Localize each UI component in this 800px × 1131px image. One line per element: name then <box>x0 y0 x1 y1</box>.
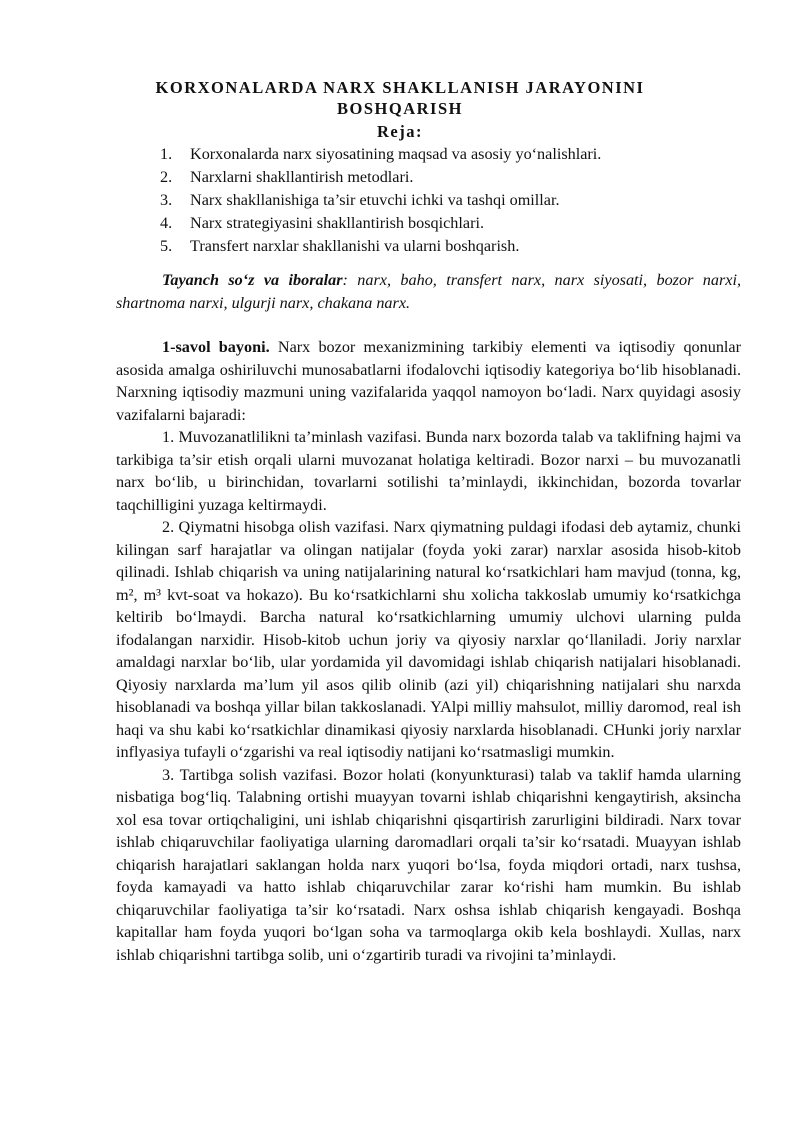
document-title: KORXONALARDA NARX SHAKLLANISH JARAYONINI BOSHQARISH <box>155 78 645 118</box>
body-paragraph: 2. Qiymatni hisobga olish vazifasi. Narx qiymatning puldagi ifodasi deb aytamiz, chunki kilingan sarf harajatlar va olingan natijalar (foyda yoki zarar) narxlar asosida hisob-kitob qilinadi. Ishlab chiqarish va uning natijalarining natural ko‘rsatkichlari ham mavjud (tonna, kg, m², m³ kvt-soat va hokazo). Bu ko‘rsatkichlarni shu xolicha takkoslab umumiy ko‘rsatkichga keltirib bo‘lmaydi. Barcha natural ko‘rsatkichlarning umumiy ulchovi ularning pulda ifodalangan narxidir. Hisob-kitob uchun joriy va qiyosiy narxlar qo‘llaniladi. Joriy narxlar amaldagi narxlar bo‘lib, ular yordamida yil davomidagi ishlab chiqarish natijalari hisoblanadi. Qiyosiy narxlarda ma’lum yil asos qilib olinib (azi yil) chiqarishning natijalari shu narxda hisoblanadi va boshqa yillar bilan takkoslanadi. YAlpi milliy mahsulot, milliy daromod, real ish haqi va shu kabi ko‘rsatkichlar dinamikasi qiyosiy narxlarda hisoblanadi. CHunki joriy narxlar inflyasiya tufayli o‘zgarishi va real iqtisodiy natijani ko‘rsatmasligi mumkin. <box>116 518 741 761</box>
plan-item-text: Narxlarni shakllantirish metodlari. <box>190 168 414 186</box>
plan-list <box>160 143 601 258</box>
keywords-label: Tayanch so‘z va iboralar <box>162 271 343 289</box>
plan-item-number: 4. <box>160 214 173 232</box>
plan-item <box>160 212 601 235</box>
section1-paragraph <box>116 336 741 426</box>
plan-item <box>160 166 601 189</box>
body-paragraph: 1. Muvozanatlilikni ta’minlash vazifasi. Bunda narx bozorda talab va taklifning hajmi va tarkibiga ta’sir etish orqali ularni muvozanat holatiga keltiradi. Bozor narxi – bu muvozanatli narx bo‘lib, u birinchidan, tovarlarni sotilishi ta’minlaydi, ikkinchidan, bozorda tovarlar taqchilligini yuzaga keltirmaydi. <box>116 428 741 514</box>
plan-item-number: 1. <box>160 145 173 163</box>
plan-item-text: Korxonalarda narx siyosatining maqsad va asosiy yo‘nalishlari. <box>190 145 602 163</box>
plan-item <box>160 235 601 258</box>
document-body <box>116 269 741 966</box>
keywords-text: : narx, baho, transfert narx, narx siyosati, bozor narxi, shartnoma narxi, ulgurji narx, chakana narx. <box>116 271 741 312</box>
plan-item-number: 3. <box>160 191 173 209</box>
plan-item-text: Narx shakllanishiga ta’sir etuvchi ichki va tashqi omillar. <box>190 191 560 209</box>
plan-heading: Reja: <box>377 122 423 141</box>
plan-item-number: 5. <box>160 237 173 255</box>
plan-item-number: 2. <box>160 168 173 186</box>
section1-text: Narx bozor mexanizmining tarkibiy elementi va iqtisodiy qonunlar asosida amalga oshiriluvchi munosabatlarni ifodalovchi iqtisodiy kategoriya bo‘lib hisoblanadi. Narxning iqtisodiy mazmuni uning vazifalarida yaqqol namoyon bo‘ladi. Narx quyidagi asosiy vazifalarni bajaradi: <box>116 338 741 424</box>
plan-item <box>160 143 601 166</box>
section1-label: 1-savol bayoni. <box>162 338 270 356</box>
plan-item <box>160 189 601 212</box>
plan-item-text: Transfert narxlar shakllanishi va ularni boshqarish. <box>190 237 520 255</box>
keywords-paragraph <box>116 269 741 314</box>
body-paragraph: 3. Tartibga solish vazifasi. Bozor holati (konyunkturasi) talab va taklif hamda ularning nisbatiga bog‘liq. Talabning ortishi muayyan tovarni ishlab chiqarishni kengaytirish, aksincha xol esa tovar ortiqchaligini, uni ishlab chiqarishni qisqartirish zarurligini bildiradi. Narx tovar ishlab chiqaruvchilar faoliyatiga ularning daromadlari orqali ta’sir ko‘rsatadi. Muayyan ishlab chiqarish harajatlari saklangan holda narx yuqori bo‘lsa, foyda miqdori ortadi, narx tushsa, foyda kamayadi va hatto ishlab chiqaruvchilar zarar ko‘rishi ham mumkin. Bu ishlab chiqaruvchilar faoliyatiga ta’sir ko‘rsatadi. Narx oshsa ishlab chiqarish kengayadi. Boshqa kapitallar ham foyda yuqori bo‘lgan soha va tarmoqlarga okib kela boshlaydi. Xullas, narx ishlab chiqarishni tartibga solib, uni o‘zgartirib turadi va rivojini ta’minlaydi. <box>116 765 741 964</box>
plan-item-text: Narx strategiyasini shakllantirish bosqichlari. <box>190 214 485 232</box>
